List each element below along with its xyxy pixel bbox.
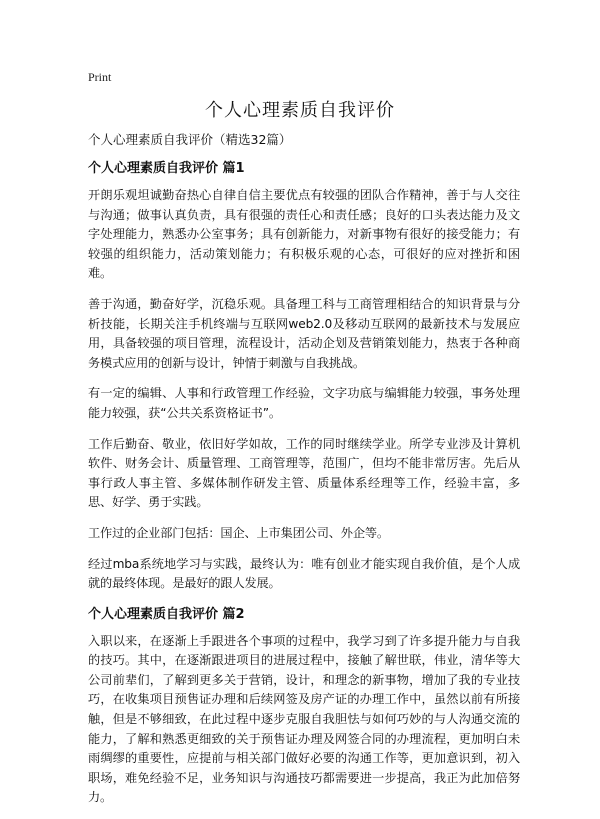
section-1	[88, 159, 520, 594]
paragraph: 经过mba系统地学习与实践，最终认为：唯有创业才能实现自我价值，是个人成就的最终体现。是最好的跟人发展。	[88, 556, 520, 591]
document-subtitle: 个人心理素质自我评价（精选32篇）	[88, 132, 292, 147]
paragraph: 工作过的企业部门包括：国企、上市集团公司、外企等。	[88, 525, 389, 540]
section-heading: 个人心理素质自我评价 篇1	[88, 161, 245, 176]
paragraph: 善于沟通，勤奋好学，沉稳乐观。具备理工科与工商管理相结合的知识背景与分析技能，长期关注手机终端与互联网web2.0及移动互联网的最新技术与发展应用，具备较强的项目管理，流程设计，活动企划及营销策划能力，热衷于各种商务模式应用的创新与设计，钟情于刺激与自我挑战。	[88, 296, 520, 370]
paragraph: 工作后勤奋、敬业，依旧好学如故，工作的同时继续学业。所学专业涉及计算机软件、财务会计、质量管理、工商管理等，范围广，但均不能非常厉害。先后从事行政人事主管、多媒体制作研发主管、质量体系经理等工作，经验丰富，多思、好学、勇于实践。	[88, 436, 520, 510]
paragraph: 开朗乐观坦诚勤奋热心自律自信主要优点有较强的团队合作精神，善于与人交往与沟通；做事认真负责，具有很强的责任心和责任感；良好的口头表达能力及文字处理能力，熟悉办公室事务；具有创新能力，对新事物有很好的接受能力；有较强的组织能力，活动策划能力；有积极乐观的心态，可很好的应对挫折和困难。	[88, 188, 520, 281]
print-link[interactable]: Print	[88, 70, 112, 84]
document-body	[88, 131, 520, 819]
document-title: 个人心理素质自我评价	[205, 100, 395, 121]
section-2	[88, 605, 520, 808]
section-heading: 个人心理素质自我评价 篇2	[88, 606, 245, 622]
paragraph: 入职以来，在逐渐上手跟进各个事项的过程中，我学习到了许多提升能力与自我的技巧。其中，在逐渐跟进项目的进展过程中，接触了解世联，伟业，清华等大公司前辈们，了解到更多关于营销，设计，和理念的新事物，增加了我的专业技巧，在收集项目预售证办理和后续网签及房产证的办理工作中，虽然以前有所接触，但是不够细致，在此过程中逐步克服自我胆怯与如何巧妙的与人沟通交流的能力，了解和熟悉更细致的关于预售证办理及网签合同的办理流程，更加明白未雨绸缪的重要性，应提前与相关部门做好必要的沟通工作等，更加意识到，初入职场，难免经验不足，业务知识与沟通技巧都需要进一步提高，我正为此加倍努力。	[88, 633, 520, 805]
paragraph: 有一定的编辑、人事和行政管理工作经验，文字功底与编辑能力较强，事务处理能力较强，获“公共关系资格证书”。	[88, 386, 520, 420]
